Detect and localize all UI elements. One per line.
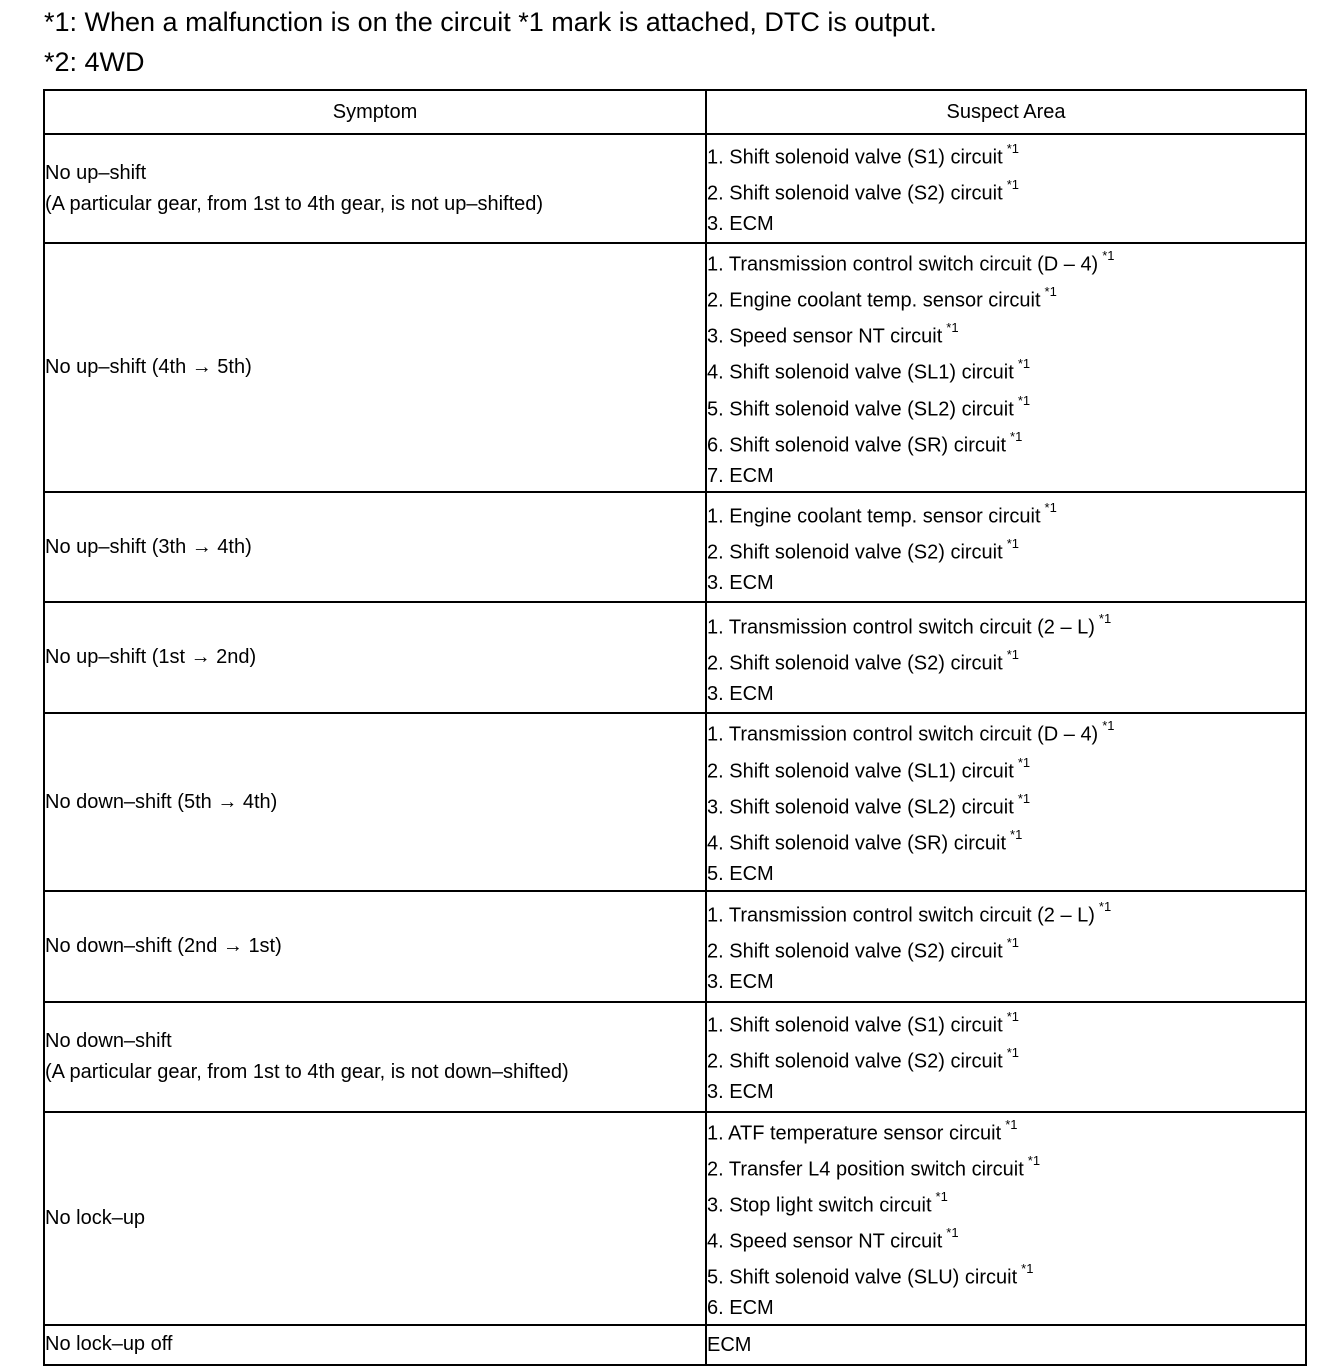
footnote-dtc: *1: When a malfunction is on the circuit *1 mark is attached, DTC is output.: [44, 7, 937, 37]
suspect-item: [707, 568, 1305, 599]
dtc-mark: *1: [946, 320, 959, 336]
dtc-mark: *1: [1006, 646, 1019, 662]
suspect-text: 3. ECM: [707, 1081, 774, 1104]
suspect-area-cell: [706, 492, 1306, 602]
symptom-text: No up–shift (4th → 5th): [45, 356, 252, 379]
suspect-item: [707, 280, 1305, 316]
suspect-text: 1. ATF temperature sensor circuit: [707, 1122, 1002, 1145]
suspect-text: 1. Engine coolant temp. sensor circuit: [707, 505, 1041, 528]
table-row: [44, 602, 1306, 713]
table-row: [44, 492, 1306, 602]
suspect-text: 3. ECM: [707, 970, 774, 993]
suspect-item: [707, 859, 1305, 890]
suspect-text: 2. Shift solenoid valve (S2) circuit: [707, 940, 1003, 963]
suspect-item: [707, 1330, 1305, 1361]
symptom-cell: [44, 713, 706, 890]
suspect-area-cell: [706, 1325, 1306, 1365]
header-suspect-area: Suspect Area: [706, 90, 1306, 134]
suspect-area-cell: [706, 243, 1306, 492]
dtc-mark: *1: [1044, 284, 1057, 300]
table-row: [44, 713, 1306, 890]
table-row: [44, 1325, 1306, 1365]
dtc-mark: *1: [946, 1225, 959, 1241]
suspect-item: [707, 1041, 1305, 1077]
suspect-text: 4. Shift solenoid valve (SL1) circuit: [707, 362, 1014, 385]
table-row: [44, 134, 1306, 243]
dtc-mark: *1: [1006, 934, 1019, 950]
symptom-text: (A particular gear, from 1st to 4th gear, is not down–shifted): [45, 1060, 569, 1083]
suspect-text: 2. Shift solenoid valve (S2) circuit: [707, 652, 1003, 675]
suspect-text: 3. ECM: [707, 572, 774, 595]
suspect-text: 4. Shift solenoid valve (SR) circuit: [707, 832, 1007, 855]
table-row: [44, 1112, 1306, 1325]
suspect-text: 3. Shift solenoid valve (SL2) circuit: [707, 796, 1014, 819]
suspect-item: [707, 931, 1305, 967]
dtc-mark: *1: [1098, 610, 1112, 626]
suspect-item: [707, 532, 1305, 568]
suspect-text: 1. Transmission control switch circuit (D – 4): [707, 724, 1099, 747]
suspect-text: 6. ECM: [707, 1297, 774, 1320]
symptom-text: No lock–up off: [45, 1333, 173, 1356]
suspect-item: [707, 137, 1305, 173]
dtc-mark: *1: [1006, 177, 1019, 193]
suspect-item: [707, 1293, 1305, 1324]
suspect-item: [707, 895, 1305, 931]
suspect-item: [707, 679, 1305, 710]
suspect-text: 1. Transmission control switch circuit (2 – L): [707, 616, 1095, 639]
symptom-cell: [44, 1112, 706, 1325]
symptom-cell: [44, 1325, 706, 1365]
suspect-item: [707, 1257, 1305, 1293]
suspect-text: 7. ECM: [707, 464, 774, 487]
suspect-area-cell: [706, 713, 1306, 890]
suspect-text: 1. Shift solenoid valve (S1) circuit: [707, 146, 1003, 169]
symptom-table: [43, 89, 1307, 1366]
suspect-item: [707, 425, 1305, 461]
symptom-text: No up–shift (1st → 2nd): [45, 646, 257, 669]
dtc-mark: *1: [1006, 141, 1019, 157]
table-body: [44, 134, 1306, 1365]
suspect-text: 1. Shift solenoid valve (S1) circuit: [707, 1014, 1003, 1037]
suspect-item: [707, 1221, 1305, 1257]
symptom-text: No up–shift (3th → 4th): [45, 535, 252, 558]
suspect-item: [707, 352, 1305, 388]
dtc-mark: *1: [1010, 826, 1023, 842]
dtc-mark: *1: [1010, 428, 1023, 444]
symptom-cell: [44, 243, 706, 492]
suspect-text: 4. Speed sensor NT circuit: [707, 1230, 943, 1253]
suspect-text: 3. Speed sensor NT circuit: [707, 325, 943, 348]
suspect-area-cell: [706, 891, 1306, 1002]
suspect-item: [707, 1185, 1305, 1221]
suspect-item: [707, 244, 1305, 280]
suspect-item: [707, 389, 1305, 425]
dtc-mark: *1: [1098, 898, 1112, 914]
suspect-text: 5. ECM: [707, 863, 774, 886]
suspect-item: [707, 787, 1305, 823]
suspect-text: 3. ECM: [707, 213, 774, 236]
suspect-text: 1. Transmission control switch circuit (D – 4): [707, 253, 1099, 276]
suspect-text: 2. Engine coolant temp. sensor circuit: [707, 289, 1041, 312]
suspect-item: [707, 823, 1305, 859]
symptom-cell: [44, 602, 706, 713]
symptom-text: No up–shift: [45, 161, 147, 184]
suspect-item: [707, 461, 1305, 492]
symptom-cell: [44, 1002, 706, 1112]
suspect-item: [707, 643, 1305, 679]
dtc-mark: *1: [935, 1188, 948, 1204]
suspect-item: [707, 209, 1305, 240]
symptom-cell: [44, 492, 706, 602]
table-row: [44, 243, 1306, 492]
symptom-cell: [44, 134, 706, 243]
dtc-mark: *1: [1005, 1116, 1018, 1132]
suspect-item: [707, 714, 1305, 750]
suspect-item: [707, 751, 1305, 787]
suspect-text: 2. Transfer L4 position switch circuit: [707, 1158, 1024, 1181]
symptom-text: No lock–up: [45, 1206, 146, 1229]
table-row: [44, 1002, 1306, 1112]
dtc-mark: *1: [1017, 392, 1031, 408]
suspect-item: [707, 316, 1305, 352]
suspect-item: [707, 607, 1305, 643]
suspect-text: 2. Shift solenoid valve (S2) circuit: [707, 541, 1003, 564]
suspect-text: ECM: [707, 1333, 752, 1356]
dtc-mark: *1: [1006, 1045, 1019, 1061]
dtc-mark: *1: [1027, 1152, 1041, 1168]
dtc-mark: *1: [1017, 790, 1031, 806]
suspect-text: 2. Shift solenoid valve (S2) circuit: [707, 1050, 1003, 1073]
suspect-text: 3. ECM: [707, 682, 774, 705]
suspect-text: 5. Shift solenoid valve (SL2) circuit: [707, 398, 1014, 421]
suspect-text: 5. Shift solenoid valve (SLU) circuit: [707, 1266, 1018, 1289]
suspect-item: [707, 1005, 1305, 1041]
header-symptom: Symptom: [44, 90, 706, 134]
symptom-text: No down–shift: [45, 1029, 172, 1052]
footnote-4wd: *2: 4WD: [44, 47, 145, 77]
dtc-mark: *1: [1102, 248, 1115, 263]
suspect-item: [707, 173, 1305, 209]
suspect-item: [707, 967, 1305, 998]
table-row: [44, 891, 1306, 1002]
dtc-mark: *1: [1006, 1009, 1019, 1025]
suspect-area-cell: [706, 134, 1306, 243]
suspect-area-cell: [706, 602, 1306, 713]
symptom-cell: [44, 891, 706, 1002]
dtc-mark: *1: [1006, 536, 1019, 552]
suspect-text: 2. Shift solenoid valve (SL1) circuit: [707, 760, 1014, 783]
suspect-item: [707, 1077, 1305, 1108]
suspect-item: [707, 1113, 1305, 1149]
suspect-area-cell: [706, 1002, 1306, 1112]
dtc-mark: *1: [1017, 754, 1031, 770]
suspect-item: [707, 1149, 1305, 1185]
dtc-mark: *1: [1017, 356, 1031, 372]
dtc-mark: *1: [1102, 718, 1115, 734]
suspect-area-cell: [706, 1112, 1306, 1325]
suspect-text: 3. Stop light switch circuit: [707, 1194, 932, 1217]
symptom-text: (A particular gear, from 1st to 4th gear, is not up–shifted): [45, 192, 544, 215]
symptom-text: No down–shift (2nd → 1st): [45, 934, 282, 957]
symptom-text: No down–shift (5th → 4th): [45, 790, 278, 813]
suspect-text: 6. Shift solenoid valve (SR) circuit: [707, 434, 1007, 457]
dtc-mark: *1: [1021, 1261, 1034, 1277]
suspect-text: 2. Shift solenoid valve (S2) circuit: [707, 182, 1003, 205]
header-row: [44, 90, 1306, 134]
suspect-text: 1. Transmission control switch circuit (2 – L): [707, 904, 1095, 927]
dtc-mark: *1: [1044, 500, 1057, 516]
suspect-item: [707, 496, 1305, 532]
